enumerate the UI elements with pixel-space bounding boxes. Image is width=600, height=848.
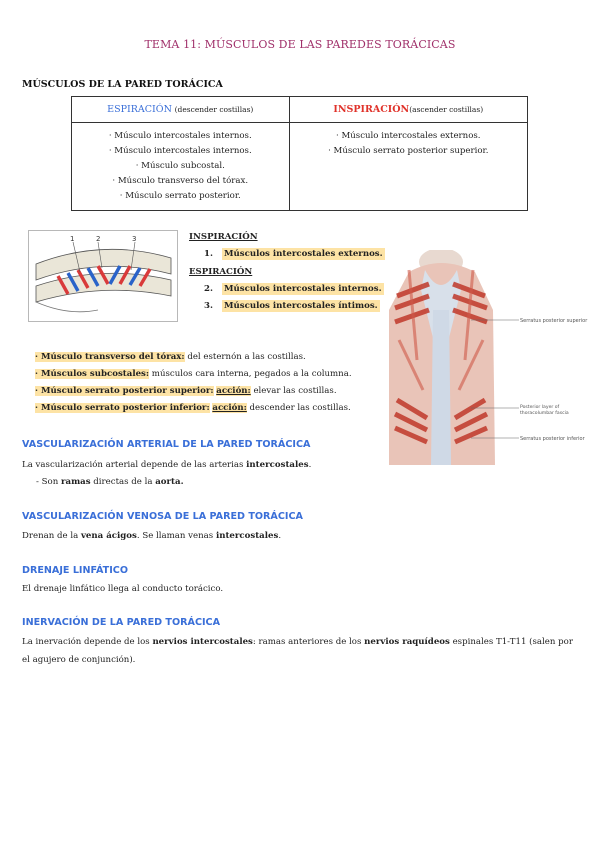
heading-arterial: VASCULARIZACIÓN ARTERIAL DE LA PARED TORÁCICA [22,439,311,450]
intercostal-diagram [28,230,178,322]
list-item: · Músculo serrato posterior. [119,191,241,201]
diagram-label-1: 1 [70,235,75,243]
inervacion-text: La inervación depende de los nervios intercostales: ramas anteriores de los nervios raquídeos espinales T1-T11 (salen por [22,637,573,647]
inervacion-text-2: el agujero de conjunción). [22,655,136,665]
espiracion-list-item: 2. Músculos intercostales internos. [204,284,382,294]
arterial-line-2: - Son ramas directas de la aorta. [36,477,184,487]
list-item: · Músculo intercostales internos. [108,146,252,156]
bullet-item: · Músculos subcostales: músculos cara interna, pegados a la columna. [35,369,352,379]
espiracion-note: (descender costillas) [174,105,254,114]
inspiracion-list-item: 1. Músculos intercostales externos. [204,249,383,259]
bullet-list [35,349,352,417]
espiracion-cell [72,123,290,211]
list-item: · Músculo serrato posterior superior. [328,146,489,156]
inspiracion-label: INSPIRACIÓN [189,232,258,242]
venosa-text: Drenan de la vena ácigos. Se llaman venas intercostales. [22,531,282,541]
heading-linfatico: DRENAJE LINFÁTICO [22,565,128,576]
arterial-line-1: La vascularización arterial depende de las arterias intercostales. [22,460,312,470]
bullet-item: · Músculo transverso del tórax: del esternón a las costillas. [35,352,306,362]
muscles-table [71,96,528,211]
heading-inervacion: INERVACIÓN DE LA PARED TORÁCICA [22,617,221,628]
list-item: · Músculo transverso del tórax. [112,176,249,186]
linfatico-text: El drenaje linfático llega al conducto torácico. [22,584,224,594]
list-item: · Músculo intercostales internos. [108,131,252,141]
label-serratus-inferior: Serratus posterior inferior [520,436,585,442]
back-muscles-illustration [389,250,600,465]
inspiracion-title: INSPIRACIÓN [333,104,410,115]
inspiracion-cell [289,123,527,211]
espiracion-title: ESPIRACIÓN [107,104,172,115]
bullet-item: · Músculo serrato posterior inferior: acción: descender las costillas. [35,403,351,413]
label-serratus-superior: Serratus posterior superior [520,318,588,324]
espiracion-label: ESPIRACIÓN [189,267,253,277]
section-subtitle: MÚSCULOS DE LA PARED TORÁCICA [22,79,223,90]
espiracion-list-item: 3. Músculos intercostales íntimos. [204,301,378,311]
bullet-item: · Músculo serrato posterior superior: acción: elevar las costillas. [35,386,337,396]
label-fascia-2: thoracolumbar fascia [520,411,569,416]
diagram-label-2: 2 [96,235,101,243]
header-inspiracion [289,97,527,123]
page-title: TEMA 11: MÚSCULOS DE LAS PAREDES TORÁCICAS [144,38,456,51]
diagram-label-3: 3 [132,235,137,243]
label-fascia: Posterior layer of [520,405,560,410]
list-item: · Músculo intercostales externos. [335,131,481,141]
header-espiracion [72,97,290,123]
heading-venosa: VASCULARIZACIÓN VENOSA DE LA PARED TORÁCICA [22,511,303,522]
inspiracion-note: (ascender costillas) [409,105,484,114]
list-item: · Músculo subcostal. [135,161,225,171]
